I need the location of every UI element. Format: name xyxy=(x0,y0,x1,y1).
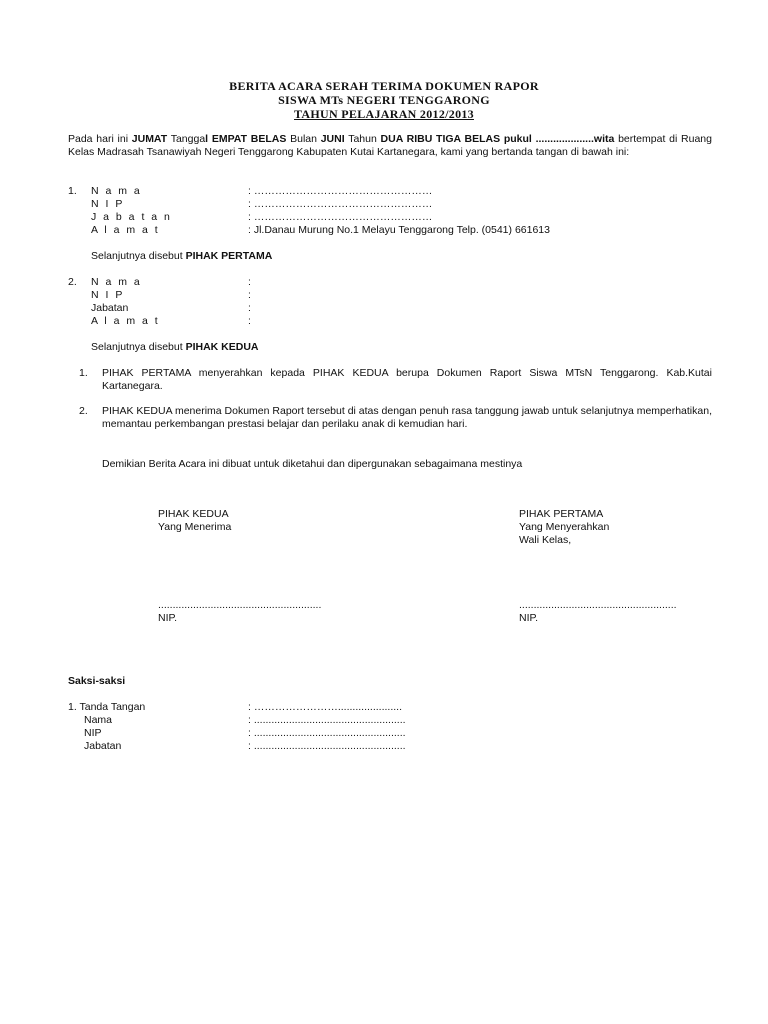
party1-label-address: A l a m a t xyxy=(91,224,160,236)
witness-label-signature: 1. Tanda Tangan xyxy=(68,701,146,713)
receiver-nip: NIP. xyxy=(158,612,178,624)
doc-title-line-1: BERITA ACARA SERAH TERIMA DOKUMEN RAPOR xyxy=(229,79,539,93)
receiver-caption: Yang Menerima xyxy=(158,521,232,533)
party1-value-nip: : …………………………………………… xyxy=(248,198,433,210)
party1-value-position: : …………………………………………… xyxy=(248,211,433,223)
intro-month: JUNI xyxy=(320,133,345,145)
giver-caption: Yang Menyerahkan xyxy=(519,521,610,533)
giver-nip: NIP. xyxy=(519,612,539,624)
party1-label-position: J a b a t a n xyxy=(91,211,172,223)
party1-number: 1. xyxy=(68,185,77,197)
party2-label-name: N a m a xyxy=(91,276,142,288)
party2-label-position: Jabatan xyxy=(91,302,129,314)
doc-title-line-2: SISWA MTs NEGERI TENGGARONG xyxy=(278,93,490,107)
giver-homeroom-teacher: Wali Kelas, xyxy=(519,534,572,546)
closing-statement: Demikian Berita Acara ini dibuat untuk diketahui dan dipergunakan sebagaimana mestinya xyxy=(102,458,523,470)
receiver-signature-line: ........................................................ xyxy=(158,599,322,611)
point-1-text: PIHAK PERTAMA menyerahkan kepada PIHAK KEDUA berupa Dokumen Raport Siswa MTsN Tenggarong. Kab.Kutai Kartanegara. xyxy=(102,367,712,392)
party2-label-address: A l a m a t xyxy=(91,315,160,327)
party2-value-nip: : xyxy=(248,289,251,301)
party2-number: 2. xyxy=(68,276,77,288)
point-1-number: 1. xyxy=(79,367,88,379)
point-2-number: 2. xyxy=(79,405,88,417)
party2-value-position: : xyxy=(248,302,251,314)
giver-signature-line: ...................................................... xyxy=(519,599,677,611)
doc-title-line-3: TAHUN PELAJARAN 2012/2013 xyxy=(294,107,474,121)
party1-reference: Selanjutnya disebut PIHAK PERTAMA xyxy=(91,250,273,262)
party1-value-name: : …………………………………………… xyxy=(248,185,433,197)
witness-label-position: Jabatan xyxy=(84,740,122,752)
party1-label-nip: N I P xyxy=(91,198,125,210)
party1-value-address: : Jl.Danau Murung No.1 Melayu Tenggarong Telp. (0541) 661613 xyxy=(248,224,550,236)
witness-value-nip: : .................................................... xyxy=(248,727,406,739)
intro-time: pukul ....................wita xyxy=(503,133,615,145)
receiver-role: PIHAK KEDUA xyxy=(158,508,229,520)
intro-date: l EMPAT BELAS xyxy=(205,133,287,145)
party1-label-name: N a m a xyxy=(91,185,142,197)
giver-role: PIHAK PERTAMA xyxy=(519,508,604,520)
witness-value-signature: : ……………………...................... xyxy=(248,701,403,713)
intro-year: DUA RIBU TIGA BELAS xyxy=(380,133,501,145)
witness-value-name: : .................................................... xyxy=(248,714,406,726)
intro-day: JUMAT xyxy=(131,133,168,145)
party2-reference: Selanjutnya disebut PIHAK KEDUA xyxy=(91,341,259,353)
witness-label-name: Nama xyxy=(84,714,113,726)
party2-value-address: : xyxy=(248,315,251,327)
witness-label-nip: NIP xyxy=(84,727,102,739)
party2-value-name: : xyxy=(248,276,251,288)
witness-value-position: : .................................................... xyxy=(248,740,406,752)
intro-paragraph: Pada hari ini JUMAT Tanggal EMPAT BELAS Bulan JUNI Tahun DUA RIBU TIGA BELAS pukul ....................wita bertempat di Ruang Kelas Madrasah Tsanawiyah Negeri Tenggarong Kabupaten Kutai Kartanegara, kami yang bertanda tangan di bawah ini: xyxy=(68,133,712,158)
witness-heading: Saksi-saksi xyxy=(68,675,126,687)
point-2-text: PIHAK KEDUA menerima Dokumen Raport tersebut di atas dengan penuh rasa tanggung jawab untuk selanjutnya memperhatikan, memantau perkembangan prestasi belajar dan perilaku anak di kemudian hari. xyxy=(102,405,712,430)
party2-label-nip: N I P xyxy=(91,289,125,301)
